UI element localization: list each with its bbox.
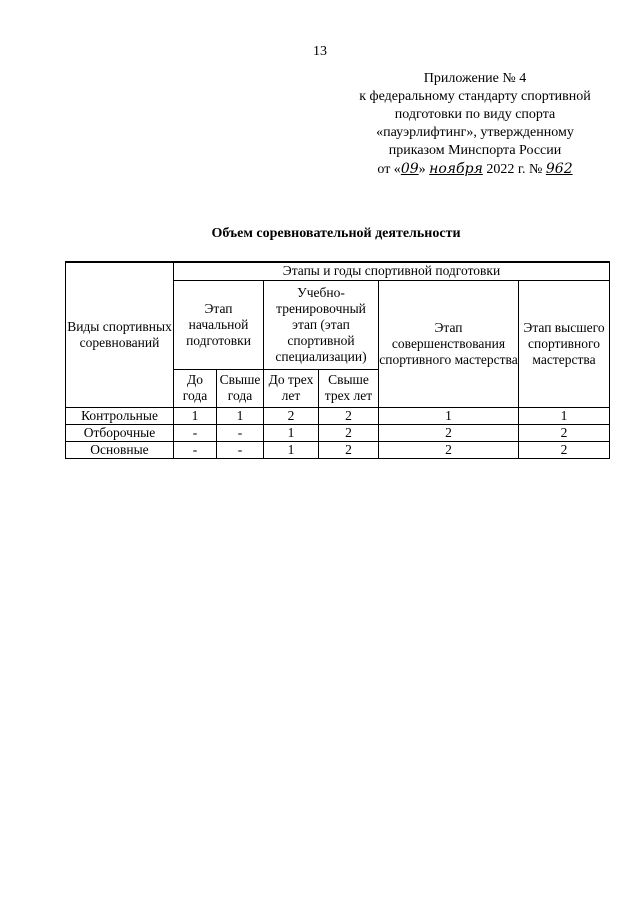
sub-header-upto-year: До года xyxy=(174,369,217,407)
table-cell: 2 xyxy=(379,424,519,441)
date-prefix: от « xyxy=(377,162,401,177)
sub-header-upto-three: До трех лет xyxy=(264,369,319,407)
table-cell: 1 xyxy=(217,407,264,424)
appendix-line: приказом Минспорта России xyxy=(388,143,562,158)
group-header: Этапы и годы спортивной подготовки xyxy=(174,262,610,280)
year-text: 2022 г. № xyxy=(486,162,543,177)
appendix-line: Приложение № 4 xyxy=(423,71,527,86)
table-cell: 2 xyxy=(519,441,610,458)
table-cell: 2 xyxy=(379,441,519,458)
table-row xyxy=(66,424,610,441)
page-number: 13 xyxy=(313,44,327,59)
table-cell: 1 xyxy=(379,407,519,424)
order-date-line xyxy=(340,160,610,179)
document-title: Объем соревновательной деятельности xyxy=(211,226,461,241)
table-cell: 2 xyxy=(319,441,379,458)
stage-training-header: Учебно-тренировочный этап (этап спортивной специализации) xyxy=(264,280,379,369)
table-cell: 1 xyxy=(174,407,217,424)
appendix-line: подготовки по виду спорта xyxy=(394,107,556,122)
day-suffix: » xyxy=(418,162,426,177)
table-cell: 2 xyxy=(519,424,610,441)
sub-header-over-year: Свыше года xyxy=(217,369,264,407)
table-cell: 2 xyxy=(319,407,379,424)
sub-header-over-three: Свыше трех лет xyxy=(319,369,379,407)
table-cell: 2 xyxy=(319,424,379,441)
row-label: Контрольные xyxy=(66,407,174,424)
appendix-line: «пауэрлифтинг», утвержденному xyxy=(376,125,574,140)
competition-volume-table xyxy=(65,261,610,459)
table-cell: 1 xyxy=(264,441,319,458)
table-cell: - xyxy=(174,441,217,458)
corner-header: Виды спортивных соревнований xyxy=(66,262,174,407)
table-cell: 2 xyxy=(264,407,319,424)
table-cell: - xyxy=(217,424,264,441)
appendix-header xyxy=(340,70,610,179)
stage-higher-header: Этап высшего спортивного мастерства xyxy=(519,280,610,407)
stage-initial-header: Этап начальной подготовки xyxy=(174,280,264,369)
table-header-row xyxy=(66,262,610,280)
table-row xyxy=(66,441,610,458)
table-cell: 1 xyxy=(264,424,319,441)
handwritten-day: 09 xyxy=(400,161,419,177)
table-cell: - xyxy=(217,441,264,458)
table-cell: 1 xyxy=(519,407,610,424)
handwritten-order-number: 962 xyxy=(545,161,573,177)
row-label: Основные xyxy=(66,441,174,458)
row-label: Отборочные xyxy=(66,424,174,441)
appendix-line: к федеральному стандарту спортивной xyxy=(359,89,591,104)
table-row xyxy=(66,407,610,424)
stage-improvement-header: Этап совершенствования спортивного мастерства xyxy=(379,280,519,407)
table-cell: - xyxy=(174,424,217,441)
handwritten-month: ноября xyxy=(429,161,483,177)
